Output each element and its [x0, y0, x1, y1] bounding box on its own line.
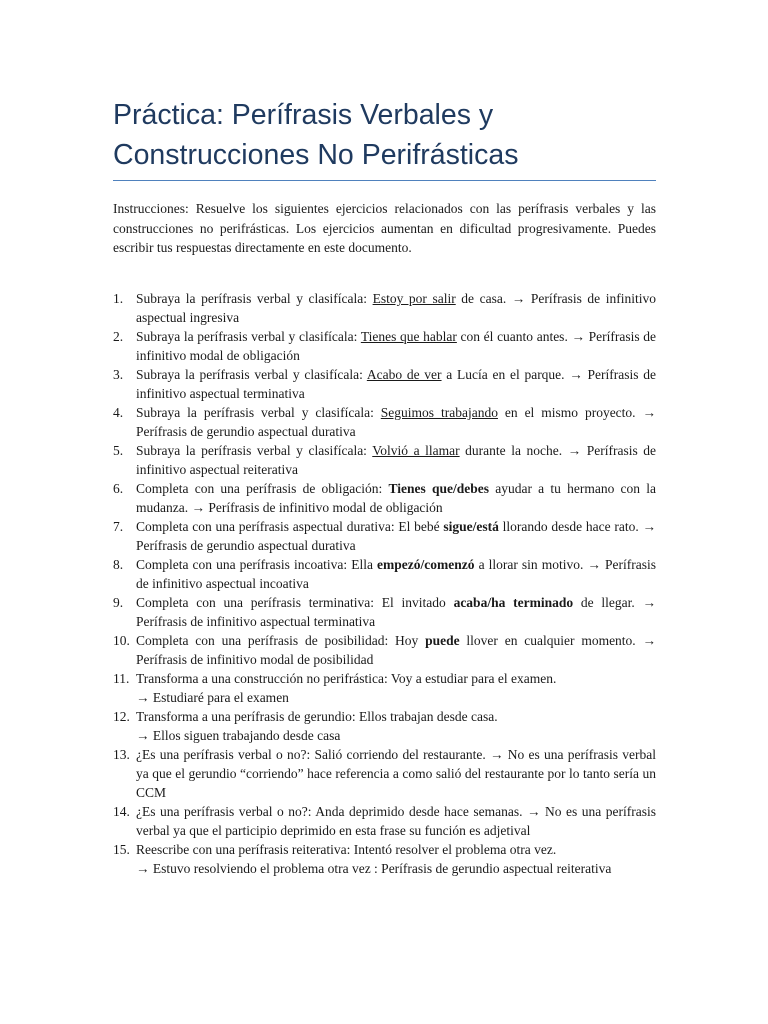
exercise-number: 7. — [113, 519, 124, 534]
title-divider — [113, 180, 656, 181]
exercise-bold-answer: acaba/ha terminado — [453, 595, 574, 610]
exercise-underlined-periphrasis: Seguimos trabajando — [380, 405, 498, 420]
exercise-answer: durante la noche. → Perífrasis de infinitivo aspectual reiterativa — [136, 443, 657, 477]
exercise-bold-answer: sigue/está — [443, 519, 499, 534]
exercise-number: 3. — [113, 367, 124, 382]
exercise-prompt: Transforma a una perífrasis de gerundio: Ellos trabajan desde casa. — [136, 709, 498, 724]
exercise-number: 10. — [113, 633, 130, 648]
exercise-answer: con él cuanto antes. → Perífrasis de infinitivo modal de obligación — [136, 329, 657, 363]
exercise-prompt: Subraya la perífrasis verbal y clasifícala: — [136, 329, 361, 344]
exercise-text — [136, 593, 656, 631]
exercise-prompt: Subraya la perífrasis verbal y clasifícala: — [136, 291, 373, 306]
exercise-answer: llorando desde hace rato. → Perífrasis de gerundio aspectual durativa — [136, 519, 656, 553]
exercise-prompt: Completa con una perífrasis incoativa: Ella — [136, 557, 378, 572]
exercise-number: 1. — [113, 291, 124, 306]
exercise-item — [113, 840, 656, 878]
exercise-number: 5. — [113, 443, 124, 458]
exercise-text — [136, 479, 656, 517]
exercise-text — [136, 707, 656, 745]
exercise-bold-answer: Tienes que/debes — [388, 481, 489, 496]
exercise-number: 12. — [113, 709, 130, 724]
exercise-number: 6. — [113, 481, 124, 496]
exercise-prompt: Completa con una perífrasis de obligación: — [136, 481, 389, 496]
exercise-text — [136, 403, 656, 441]
exercise-text — [136, 517, 656, 555]
exercise-bold-answer: puede — [425, 633, 460, 648]
exercise-answer: a llorar sin motivo. → Perífrasis de infinitivo aspectual incoativa — [136, 557, 656, 591]
title-line-2: Construcciones No Perifrásticas — [113, 139, 519, 171]
exercise-text — [136, 441, 656, 479]
exercise-number: 9. — [113, 595, 124, 610]
exercise-number: 8. — [113, 557, 124, 572]
exercise-prompt: Completa con una perífrasis terminativa: El invitado — [136, 595, 454, 610]
exercise-prompt: Completa con una perífrasis aspectual durativa: El bebé — [136, 519, 444, 534]
exercise-underlined-periphrasis: Tienes que hablar — [360, 329, 457, 344]
exercise-text — [136, 631, 656, 669]
exercise-text — [136, 327, 656, 365]
exercise-text: ¿Es una perífrasis verbal o no?: Anda deprimido desde hace semanas. → No es una perífrasis verbal ya que el participio deprimido en esta frase su función es adjetival — [136, 804, 656, 838]
page-title — [113, 95, 673, 175]
exercise-answer: → Estudiaré para el examen — [136, 690, 289, 705]
exercise-answer: a Lucía en el parque. → Perífrasis de infinitivo aspectual terminativa — [136, 367, 656, 401]
exercise-text — [136, 289, 656, 327]
exercise-underlined-periphrasis: Estoy por salir — [372, 291, 456, 306]
exercise-item — [113, 441, 656, 479]
exercise-answer: ayudar a tu hermano con la mudanza. → Perífrasis de infinitivo modal de obligación — [136, 481, 656, 515]
exercise-item — [113, 669, 656, 707]
exercise-prompt: Completa con una perífrasis de posibilidad: Hoy — [136, 633, 426, 648]
exercise-answer: llover en cualquier momento. → Perífrasis de infinitivo modal de posibilidad — [136, 633, 656, 667]
exercise-prompt: Transforma a una construcción no perifrástica: Voy a estudiar para el examen. — [136, 671, 557, 686]
exercise-text: ¿Es una perífrasis verbal o no?: Salió corriendo del restaurante. → No es una perífrasis verbal ya que el gerundio “corriendo” hace referencia a como salió del restaurante por lo tanto sería un CCM — [136, 747, 656, 800]
exercise-answer: de casa. → Perífrasis de infinitivo aspectual ingresiva — [136, 291, 656, 325]
exercise-number: 14. — [113, 804, 130, 819]
exercise-item — [113, 517, 656, 555]
instructions-paragraph: Instrucciones: Resuelve los siguientes ejercicios relacionados con las perífrasis verbales y las construcciones no perifrásticas. Los ejercicios aumentan en dificultad progresivamente. Puedes escribir tus respuestas directamente en este documento. — [113, 201, 656, 255]
exercise-prompt: Subraya la perífrasis verbal y clasifícala: — [136, 367, 367, 382]
exercise-prompt: Subraya la perífrasis verbal y clasifícala: — [136, 443, 373, 458]
exercise-answer: → Ellos siguen trabajando desde casa — [136, 728, 341, 743]
exercise-number: 11. — [113, 671, 130, 686]
exercise-prompt: Reescribe con una perífrasis reiterativa: Intentó resolver el problema otra vez. — [136, 842, 557, 857]
exercise-text — [136, 365, 656, 403]
exercise-bold-answer: empezó/comenzó — [377, 557, 475, 572]
exercise-item — [113, 707, 656, 745]
title-line-1: Práctica: Perífrasis Verbales y — [113, 99, 494, 131]
exercise-text — [136, 669, 656, 707]
exercise-answer: → Estuvo resolviendo el problema otra vez : Perífrasis de gerundio aspectual reiterativa — [136, 861, 612, 876]
exercise-item — [113, 289, 656, 327]
exercise-answer: de llegar. → Perífrasis de infinitivo aspectual terminativa — [136, 595, 657, 629]
exercise-item — [113, 745, 656, 802]
exercise-item — [113, 327, 656, 365]
exercise-item — [113, 593, 656, 631]
exercise-number: 4. — [113, 405, 124, 420]
exercise-list — [113, 289, 656, 878]
exercise-item — [113, 631, 656, 669]
exercise-underlined-periphrasis: Volvió a llamar — [372, 443, 460, 458]
exercise-number: 15. — [113, 842, 130, 857]
exercise-item — [113, 479, 656, 517]
exercise-prompt: Subraya la perífrasis verbal y clasifícala: — [136, 405, 381, 420]
exercise-item — [113, 555, 656, 593]
exercise-item — [113, 403, 656, 441]
exercise-answer: en el mismo proyecto. → Perífrasis de gerundio aspectual durativa — [136, 405, 656, 439]
exercise-number: 13. — [113, 747, 130, 762]
exercise-underlined-periphrasis: Acabo de ver — [366, 367, 442, 382]
exercise-text — [136, 555, 656, 593]
exercise-text — [136, 840, 656, 878]
exercise-number: 2. — [113, 329, 124, 344]
exercise-item — [113, 802, 656, 840]
exercise-item — [113, 365, 656, 403]
